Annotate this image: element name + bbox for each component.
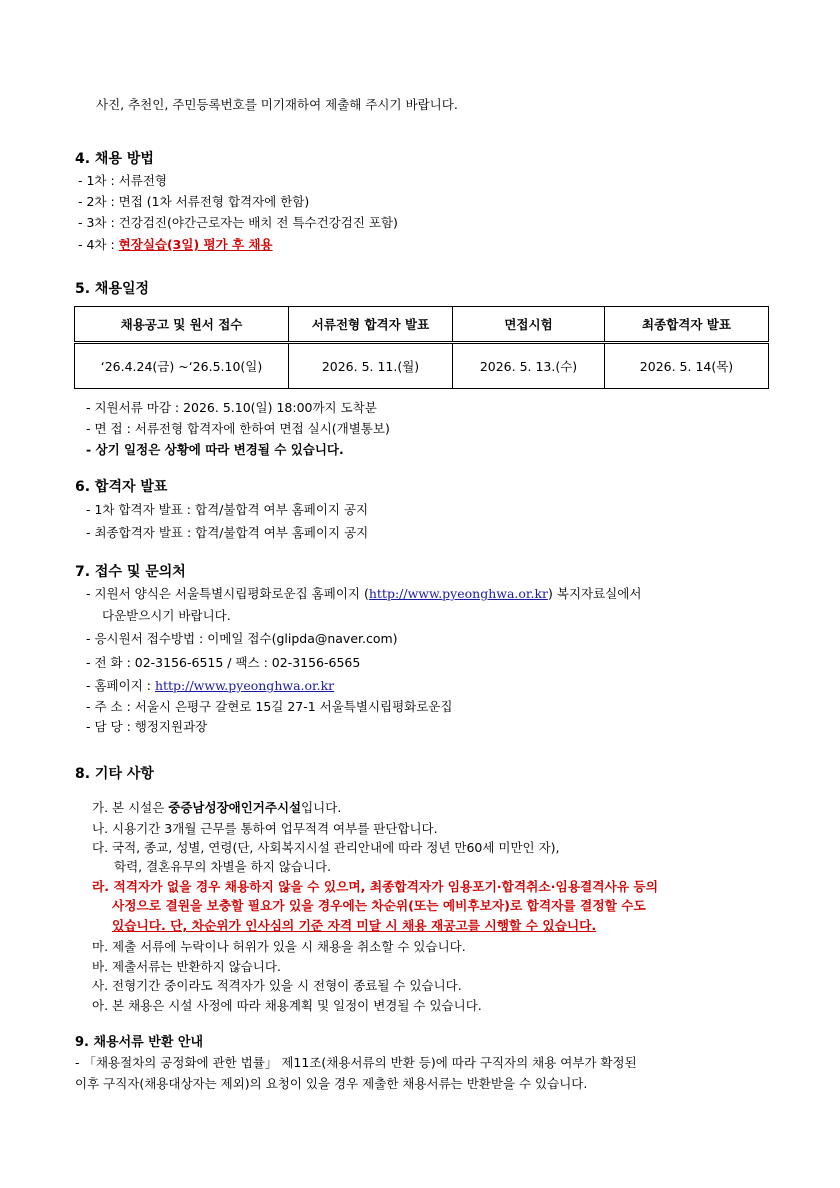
- schedule-header-cell: 최종합격자 발표: [605, 307, 769, 343]
- schedule-data-row: [75, 343, 769, 389]
- intro-line: 사진, 추천인, 주민등록번호를 미기재하여 제출해 주시기 바랍니다.: [96, 97, 458, 112]
- s7-item-1-prefix: - 지원서 양식은 서울특별시립평화로운집 홈페이지 (: [86, 586, 369, 601]
- s6-item-2: - 최종합격자 발표 : 합격/불합격 여부 홈페이지 공지: [86, 525, 369, 540]
- s8-ga-suffix: 입니다.: [301, 800, 342, 815]
- s6-item-1: - 1차 합격자 발표 : 합격/불합격 여부 홈페이지 공지: [86, 502, 369, 517]
- s8-item-da-1: 다. 국적, 종교, 성별, 연령(단, 사회복지시설 관리안내에 따라 정년 만60세 미만인 자),: [92, 840, 560, 855]
- section-5-title: 5. 채용일정: [75, 281, 150, 297]
- s8-item-ma: 마. 제출 서류에 누락이나 허위가 있을 시 채용을 취소할 수 있습니다.: [92, 939, 466, 954]
- s9-line-1: - 「채용절차의 공정화에 관한 법률」 제11조(채용서류의 반환 등)에 따라 구직자의 채용 여부가 확정된: [75, 1055, 637, 1070]
- s8-item-ga: [92, 799, 341, 817]
- section-6-title: 6. 합격자 발표: [75, 479, 168, 495]
- s5-bold-note: - 상기 일정은 상황에 따라 변경될 수 있습니다.: [86, 442, 344, 457]
- s7-item-2: - 응시원서 접수방법 : 이메일 접수(glipda@naver.com): [86, 631, 398, 646]
- s7-item-3: - 전 화 : 02-3156-6515 / 팩스 : 02-3156-6565: [86, 655, 361, 670]
- s8-item-ra-2: 사정으로 결원을 보충할 필요가 있을 경우에는 차순위(또는 예비후보자)로 합격자를 결정할 수도: [112, 898, 646, 913]
- s9-line-2: 이후 구직자(채용대상자는 제외)의 요청이 있을 경우 제출한 채용서류는 반환받을 수 있습니다.: [75, 1076, 588, 1091]
- s7-item-6: - 담 당 : 행정지원과장: [86, 719, 208, 734]
- s4-item-2: - 2차 : 면접 (1차 서류전형 합격자에 한함): [78, 194, 310, 209]
- s4-item-4-prefix: - 4차 :: [78, 237, 119, 252]
- homepage-link[interactable]: http://www.pyeonghwa.or.kr: [154, 678, 335, 693]
- s8-ga-prefix: 가. 본 시설은: [92, 800, 169, 815]
- section-4-title: 4. 채용 방법: [75, 151, 154, 167]
- section-7-title: 7. 접수 및 문의처: [75, 564, 186, 580]
- s5-note-1: - 지원서류 마감 : 2026. 5.10(일) 18:00까지 도착분: [86, 400, 377, 415]
- s7-item-1-cont: 다운받으시기 바랍니다.: [102, 608, 231, 623]
- s7-item-4-prefix: - 홈페이지 :: [86, 678, 155, 693]
- s8-item-na: 나. 시용기간 3개월 근무를 통하여 업무적격 여부를 판단합니다.: [92, 821, 438, 836]
- s4-item-4: [78, 236, 273, 254]
- schedule-cell: 2026. 5. 13.(수): [453, 343, 605, 389]
- s4-item-1: - 1차 : 서류전형: [78, 173, 167, 188]
- s8-item-ra-3: 있습니다. 단, 차순위가 인사심의 기준 자격 미달 시 채용 재공고를 시행할 수 있습니다.: [112, 918, 597, 933]
- schedule-header-cell: 면접시험: [453, 307, 605, 343]
- section-9-title: 9. 채용서류 반환 안내: [75, 1035, 204, 1050]
- schedule-cell: 2026. 5. 11.(월): [289, 343, 453, 389]
- schedule-header-cell: 서류전형 합격자 발표: [289, 307, 453, 343]
- s7-item-1-suffix: ) 복지자료실에서: [548, 586, 642, 601]
- schedule-cell: ‘26.4.24(금) ~‘26.5.10(일): [75, 343, 289, 389]
- schedule-cell: 2026. 5. 14(목): [605, 343, 769, 389]
- s8-item-da-2: 학력, 결혼유무의 차별을 하지 않습니다.: [114, 859, 332, 874]
- s4-item-3: - 3차 : 건강검진(야간근로자는 배치 전 특수건강검진 포함): [78, 215, 398, 230]
- schedule-header-row: [75, 307, 769, 343]
- schedule-table: [74, 306, 769, 389]
- s8-ga-bold: 중증남성장애인거주시설: [168, 800, 302, 815]
- s7-item-5: - 주 소 : 서울시 은평구 갈현로 15길 27-1 서울특별시립평화로운집: [86, 699, 453, 714]
- s8-item-ra-1: 라. 적격자가 없을 경우 채용하지 않을 수 있으며, 최종합격자가 임용포기·합격취소·임용결격사유 등의: [92, 879, 658, 894]
- section-8-title: 8. 기타 사항: [75, 766, 154, 782]
- s4-item-4-emphasis: 현장실습(3일) 평가 후 채용: [118, 237, 273, 252]
- s8-item-sa: 사. 전형기간 중이라도 적격자가 있을 시 전형이 종료될 수 있습니다.: [92, 978, 462, 993]
- s7-item-1: [86, 585, 641, 603]
- s7-item-4: [86, 677, 334, 695]
- s5-note-2: - 면 접 : 서류전형 합격자에 한하여 면접 실시(개별통보): [86, 421, 390, 436]
- s8-item-ba: 바. 제출서류는 반환하지 않습니다.: [92, 959, 281, 974]
- homepage-link[interactable]: http://www.pyeonghwa.or.kr: [368, 586, 549, 601]
- schedule-header-cell: 채용공고 및 원서 접수: [75, 307, 289, 343]
- s8-item-a: 아. 본 채용은 시설 사정에 따라 채용계획 및 일정이 변경될 수 있습니다.: [92, 998, 482, 1013]
